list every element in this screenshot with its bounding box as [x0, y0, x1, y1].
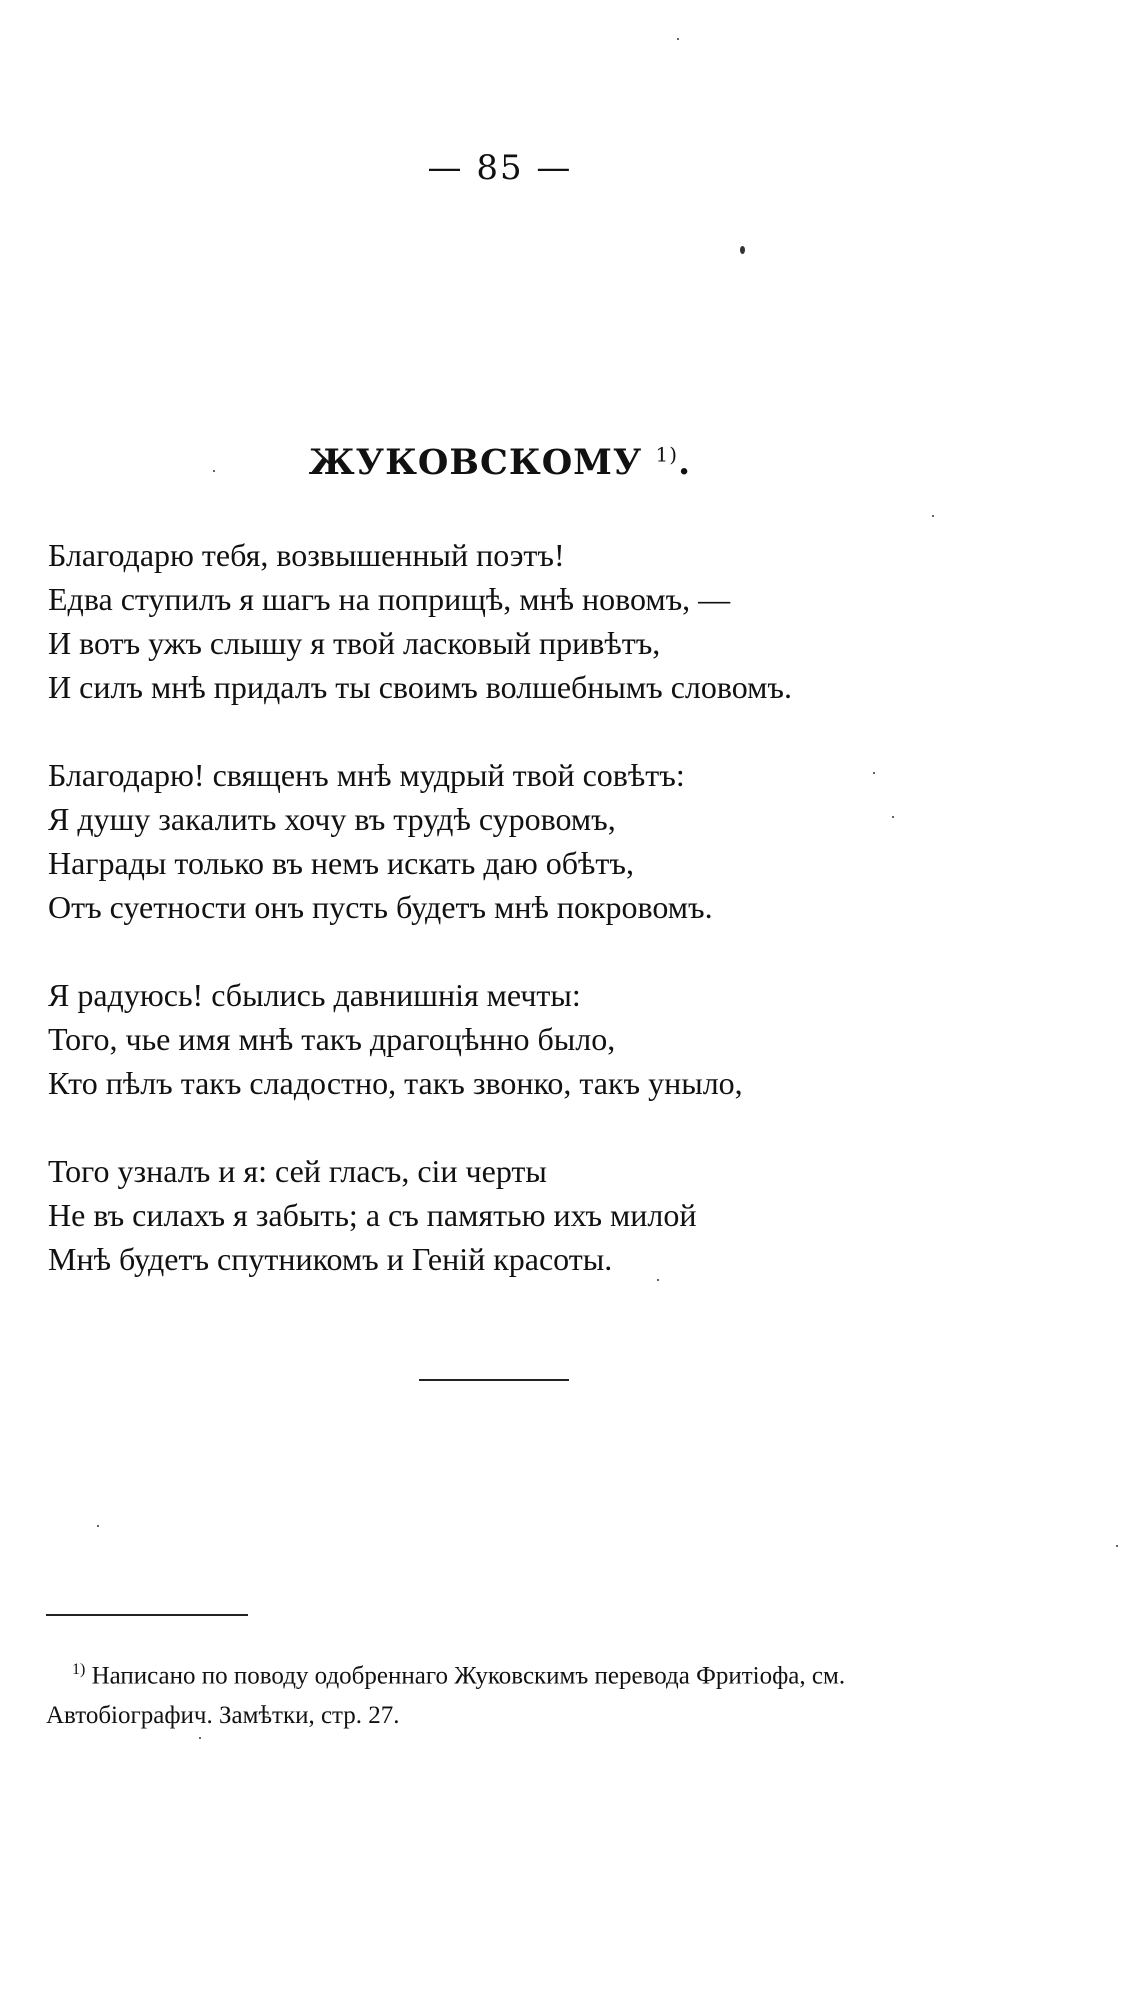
scan-speck	[1116, 1545, 1118, 1547]
page-number: — 85 —	[427, 148, 573, 188]
stanza	[48, 973, 1048, 1105]
scan-speck	[873, 772, 875, 774]
scan-speck	[677, 38, 679, 40]
scan-speck	[97, 1525, 99, 1527]
verse-line: Я радуюсь! сбылись давнишнія мечты:	[48, 977, 581, 1013]
verse-line: Я душу закалить хочу въ трудѣ суровомъ,	[48, 801, 616, 837]
verse-line: Того, чье имя мнѣ такъ драгоцѣнно было,	[48, 1021, 616, 1057]
footnote	[46, 1650, 1046, 1736]
scan-speck	[892, 816, 894, 818]
poem-title-text: ЖУКОВСКОМУ	[308, 442, 643, 483]
scan-speck	[932, 515, 934, 517]
verse-line: Кто пѣлъ такъ сладостно, такъ звонко, такъ уныло,	[48, 1065, 743, 1101]
scan-speck	[740, 246, 745, 254]
verse-line: Едва ступилъ я шагъ на поприщѣ, мнѣ новомъ, —	[48, 581, 731, 617]
stanza	[48, 753, 1048, 929]
footnote-separator	[46, 1614, 248, 1616]
title-footnote-marker[interactable]: 1)	[655, 442, 679, 467]
title-period: .	[678, 442, 692, 483]
scan-speck	[199, 1737, 201, 1739]
verse-line: И силъ мнѣ придалъ ты своимъ волшебнымъ словомъ.	[48, 669, 792, 705]
verse-line: Того узналъ и я: сей гласъ, сіи черты	[48, 1153, 547, 1189]
verse-line: Благодарю! священъ мнѣ мудрый твой совѣтъ:	[48, 757, 685, 793]
poem-end-rule	[419, 1379, 569, 1381]
poem-title	[0, 442, 1000, 483]
stanza	[48, 1149, 1048, 1281]
footnote-text: Написано по поводу одобреннаго Жуковскимъ перевода Фритіофа, см.	[91, 1662, 846, 1690]
footnote-line: Автобіографич. Замѣтки, стр. 27.	[46, 1702, 400, 1730]
verse-line: Благодарю тебя, возвышенный поэтъ!	[48, 537, 565, 573]
verse-line: Награды только въ немъ искать даю обѣтъ,	[48, 845, 634, 881]
footnote-line	[46, 1650, 1046, 1696]
scan-speck	[213, 470, 215, 472]
verse-line: И вотъ ужъ слышу я твой ласковый привѣтъ,	[48, 625, 661, 661]
verse-line: Мнѣ будетъ спутникомъ и Геній красоты.	[48, 1241, 613, 1277]
poem-body	[48, 533, 1048, 1325]
scan-speck	[657, 1279, 659, 1281]
footnote-marker: 1)	[72, 1661, 86, 1678]
verse-line: Не въ силахъ я забыть; а съ памятью ихъ милой	[48, 1197, 697, 1233]
stanza	[48, 533, 1048, 709]
verse-line: Отъ суетности онъ пусть будетъ мнѣ покровомъ.	[48, 889, 713, 925]
